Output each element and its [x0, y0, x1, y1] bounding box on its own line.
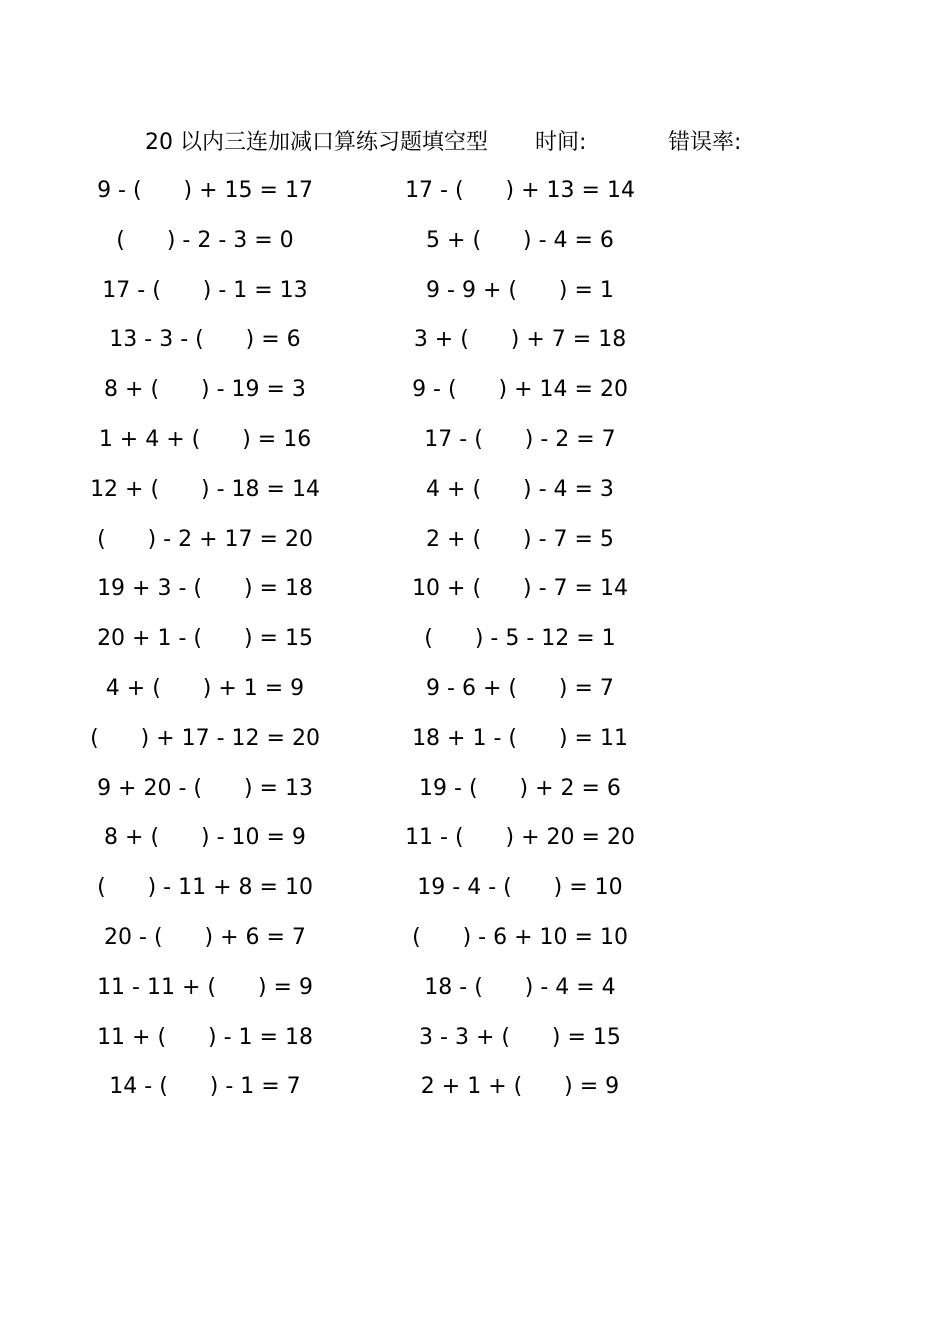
problem-right-18: 3 - 3 + ( ) = 15	[419, 1024, 621, 1050]
problem-right-8: 2 + ( ) - 7 = 5	[426, 526, 614, 552]
problem-right-1: 17 - ( ) + 13 = 14	[405, 178, 635, 203]
problem-left-11: 4 + ( ) + 1 = 9	[105, 675, 305, 701]
problem-right-10: ( ) - 5 - 12 = 1	[424, 626, 616, 652]
problem-left-8: ( ) - 2 + 17 = 20	[97, 526, 313, 552]
problem-left-9: 19 + 3 - ( ) = 18	[97, 576, 313, 602]
problem-right-9: 10 + ( ) - 7 = 14	[412, 576, 628, 602]
problem-left-1: 9 - ( ) + 15 = 17	[97, 178, 313, 203]
problem-left-7: 12 + ( ) - 18 = 14	[90, 476, 320, 502]
problem-right-7: 4 + ( ) - 4 = 3	[426, 476, 614, 502]
problem-right-2: 5 + ( ) - 4 = 6	[426, 227, 614, 253]
problem-right-12: 18 + 1 - ( ) = 11	[412, 725, 628, 751]
problem-right-4: 3 + ( ) + 7 = 18	[413, 327, 627, 353]
problem-left-18: 11 + ( ) - 1 = 18	[97, 1024, 313, 1050]
problem-right-14: 11 - ( ) + 20 = 20	[405, 825, 635, 851]
problem-right-3: 9 - 9 + ( ) = 1	[426, 277, 614, 303]
problem-right-13: 19 - ( ) + 2 = 6	[419, 775, 621, 801]
problem-left-13: 9 + 20 - ( ) = 13	[97, 775, 313, 801]
problem-left-14: 8 + ( ) - 10 = 9	[104, 825, 306, 851]
problem-left-4: 13 - 3 - ( ) = 6	[109, 327, 301, 353]
problem-left-5: 8 + ( ) - 19 = 3	[104, 377, 306, 403]
left-problem-column	[45, 174, 365, 1120]
problem-right-11: 9 - 6 + ( ) = 7	[426, 675, 614, 701]
right-problem-column	[360, 174, 680, 1120]
problem-left-19: 14 - ( ) - 1 = 7	[109, 1074, 301, 1100]
problem-left-16: 20 - ( ) + 6 = 7	[104, 924, 306, 950]
problem-left-3: 17 - ( ) - 1 = 13	[102, 277, 308, 303]
worksheet-title: 20 以内三连加减口算练习题填空型	[145, 130, 488, 155]
problem-left-17: 11 - 11 + ( ) = 9	[97, 974, 313, 1000]
problem-left-15: ( ) - 11 + 8 = 10	[97, 875, 313, 901]
problem-right-19: 2 + 1 + ( ) = 9	[420, 1074, 620, 1100]
error-rate-label: 错误率:	[668, 130, 742, 155]
problem-right-5: 9 - ( ) + 14 = 20	[412, 377, 628, 403]
problem-right-17: 18 - ( ) - 4 = 4	[424, 974, 616, 1000]
problem-left-2: ( ) - 2 - 3 = 0	[116, 227, 294, 253]
problem-right-6: 17 - ( ) - 2 = 7	[424, 426, 616, 452]
problem-left-6: 1 + 4 + ( ) = 16	[98, 426, 312, 452]
problem-right-15: 19 - 4 - ( ) = 10	[417, 875, 623, 901]
problem-left-10: 20 + 1 - ( ) = 15	[97, 626, 313, 652]
problem-right-16: ( ) - 6 + 10 = 10	[412, 924, 628, 950]
time-label: 时间:	[535, 130, 587, 155]
problem-left-12: ( ) + 17 - 12 = 20	[90, 725, 320, 751]
